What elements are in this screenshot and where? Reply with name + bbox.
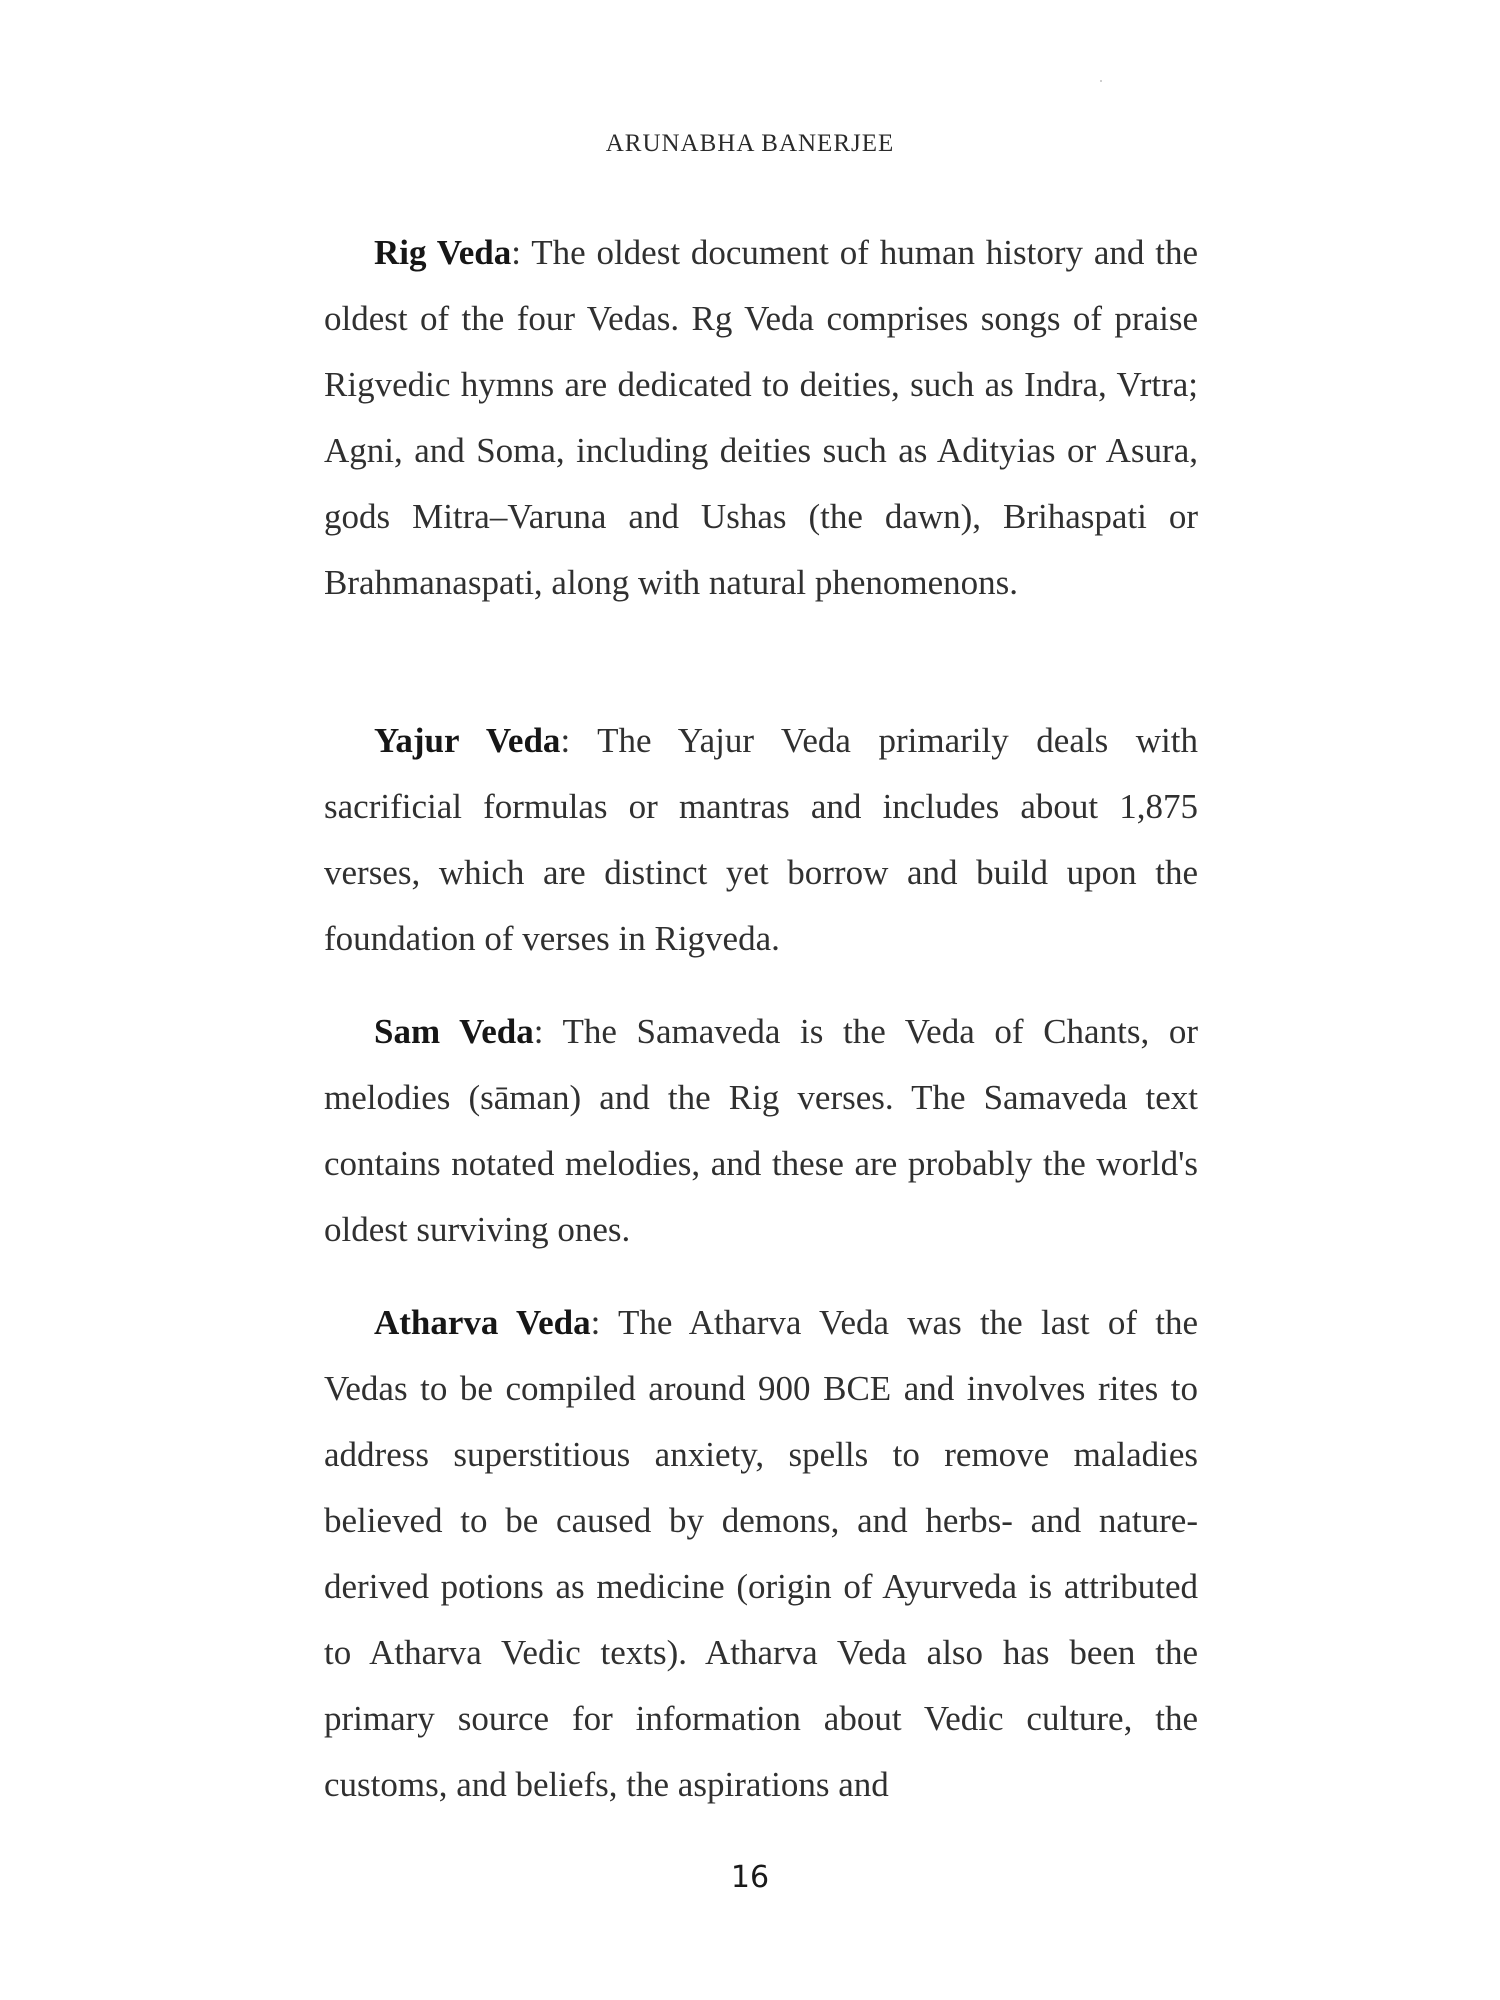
- running-head: ARUNABHA BANERJEE: [605, 130, 895, 157]
- paragraph-label: Sam Veda: [374, 1012, 534, 1051]
- paragraph-body: : The oldest document of human history and the oldest of the four Vedas. Rg Veda comprises songs of praise Rigvedic hymns are dedicated to deities, such as Indra, Vrtra; Agni, and Soma, including deities such as Adityias or Asura, gods Mitra–Varuna and Ushas (the dawn), Brihaspati or Brahmanaspati, along with natural phenomenons.: [324, 233, 1198, 602]
- paragraph-label: Rig Veda: [374, 233, 512, 272]
- paragraph-body: : The Atharva Veda was the last of the Vedas to be compiled around 900 BCE and involves rites to address superstitious anxiety, spells to remove maladies believed to be caused by demons, and herbs- and nature-derived potions as medicine (origin of Ayurveda is attributed to Atharva Vedic texts). Atharva Veda also has been the primary source for information about Vedic culture, the customs, and beliefs, the aspirations and: [324, 1303, 1198, 1804]
- paragraph-label: Yajur Veda: [374, 721, 561, 760]
- scan-speck: [1100, 80, 1102, 82]
- paragraph-sam-veda: [324, 999, 1198, 1263]
- page-number: 16: [730, 1860, 770, 1895]
- paragraph-body: : The Yajur Veda primarily deals with sacrificial formulas or mantras and includes about 1,875 verses, which are distinct yet borrow and build upon the foundation of verses in Rigveda.: [324, 721, 1198, 958]
- paragraph-rig-veda: [324, 220, 1198, 616]
- paragraph-yajur-veda: [324, 708, 1198, 972]
- paragraph-atharva-veda: [324, 1290, 1198, 1818]
- paragraph-label: Atharva Veda: [374, 1303, 591, 1342]
- paragraph-body: : The Samaveda is the Veda of Chants, or melodies (sāman) and the Rig verses. The Samaveda text contains notated melodies, and these are probably the world's oldest surviving ones.: [324, 1012, 1198, 1249]
